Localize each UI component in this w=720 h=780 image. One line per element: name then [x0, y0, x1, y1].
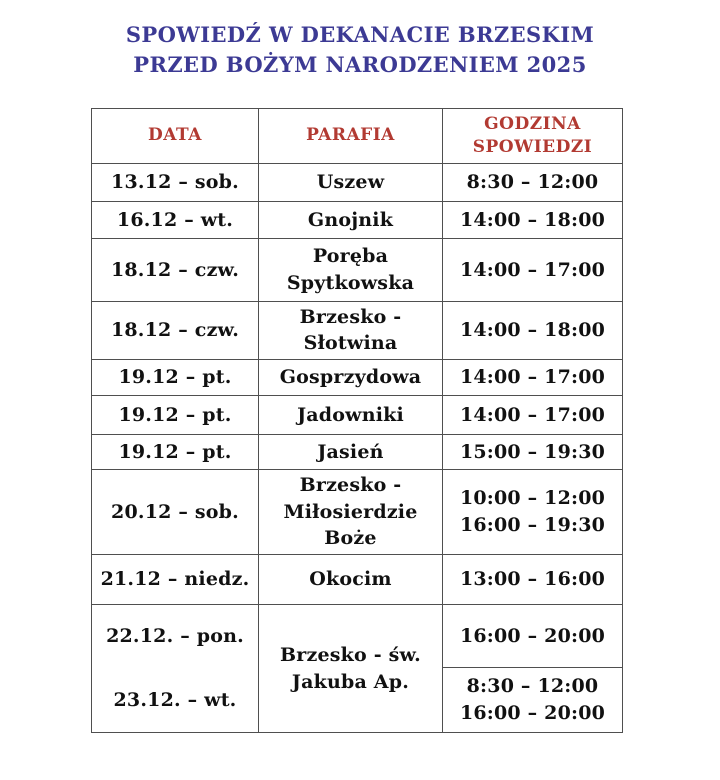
- table-row: [92, 435, 623, 470]
- hours-line: 14:00 – 18:00: [459, 319, 606, 342]
- hours-cell: [443, 301, 623, 359]
- hours-line: 8:30 – 12:00: [466, 675, 599, 698]
- hours-cell: [443, 470, 623, 555]
- page-title: [0, 20, 720, 81]
- table-row: [92, 201, 623, 238]
- hours-cell: [443, 668, 623, 733]
- date-cell: 21.12 – niedz.: [92, 555, 259, 605]
- table-row: [92, 396, 623, 435]
- table-row: [92, 238, 623, 301]
- parish-cell: Gosprzydowa: [259, 360, 443, 396]
- hours-cell: [443, 238, 623, 301]
- table-row: [92, 163, 623, 201]
- date-cell: 16.12 – wt.: [92, 201, 259, 238]
- hours-cell: [443, 163, 623, 201]
- header-parish: PARAFIA: [259, 108, 443, 163]
- hours-cell: [443, 555, 623, 605]
- hours-line: 10:00 – 12:00: [459, 487, 606, 510]
- hours-line: 14:00 – 17:00: [459, 366, 606, 389]
- hours-cell: [443, 201, 623, 238]
- parish-cell: Jadowniki: [259, 396, 443, 435]
- hours-line: 14:00 – 17:00: [459, 403, 606, 426]
- date-cell: 13.12 – sob.: [92, 163, 259, 201]
- parish-cell: Brzesko - Miłosierdzie Boże: [259, 470, 443, 555]
- hours-line: 14:00 – 18:00: [459, 208, 606, 231]
- table-row: [92, 301, 623, 359]
- hours-line: 13:00 – 16:00: [459, 568, 606, 591]
- parish-cell: Brzesko - Słotwina: [259, 301, 443, 359]
- date-cell: 18.12 – czw.: [92, 238, 259, 301]
- parish-cell: Jasień: [259, 435, 443, 470]
- page-title-line-1: SPOWIEDŹ W DEKANACIE BRZESKIM: [125, 22, 595, 47]
- date-cell: 18.12 – czw.: [92, 301, 259, 359]
- date-cell: 19.12 – pt.: [92, 435, 259, 470]
- table-row: [92, 360, 623, 396]
- hours-line: 16:00 – 20:00: [459, 702, 606, 725]
- date-cell: 19.12 – pt.: [92, 360, 259, 396]
- table-row: [92, 605, 623, 668]
- parish-cell: Poręba Spytkowska: [259, 238, 443, 301]
- hours-line: 8:30 – 12:00: [466, 171, 599, 194]
- hours-cell: [443, 360, 623, 396]
- date-cell: 19.12 – pt.: [92, 396, 259, 435]
- page-title-line-2: PRZED BOŻYM NARODZENIEM 2025: [133, 52, 587, 78]
- hours-line: 16:00 – 20:00: [459, 624, 606, 647]
- hours-line: 14:00 – 17:00: [459, 258, 606, 281]
- header-date: DATA: [92, 108, 259, 163]
- schedule-table: [91, 108, 623, 733]
- hours-line: 16:00 – 19:30: [459, 514, 606, 537]
- hours-cell: [443, 435, 623, 470]
- date-cell: 20.12 – sob.: [92, 470, 259, 555]
- parish-cell: Uszew: [259, 163, 443, 201]
- table-row: [92, 555, 623, 605]
- date-cell: 22.12. – pon.: [92, 605, 259, 668]
- table-row: [92, 470, 623, 555]
- header-row: [92, 108, 623, 163]
- hours-cell: [443, 396, 623, 435]
- parish-cell: Gnojnik: [259, 201, 443, 238]
- hours-cell: [443, 605, 623, 668]
- hours-line: 15:00 – 19:30: [459, 440, 606, 463]
- header-hours: GODZINA SPOWIEDZI: [443, 108, 623, 163]
- date-cell: 23.12. – wt.: [92, 668, 259, 733]
- parish-cell: Okocim: [259, 555, 443, 605]
- parish-cell-merged: Brzesko - św. Jakuba Ap.: [259, 605, 443, 733]
